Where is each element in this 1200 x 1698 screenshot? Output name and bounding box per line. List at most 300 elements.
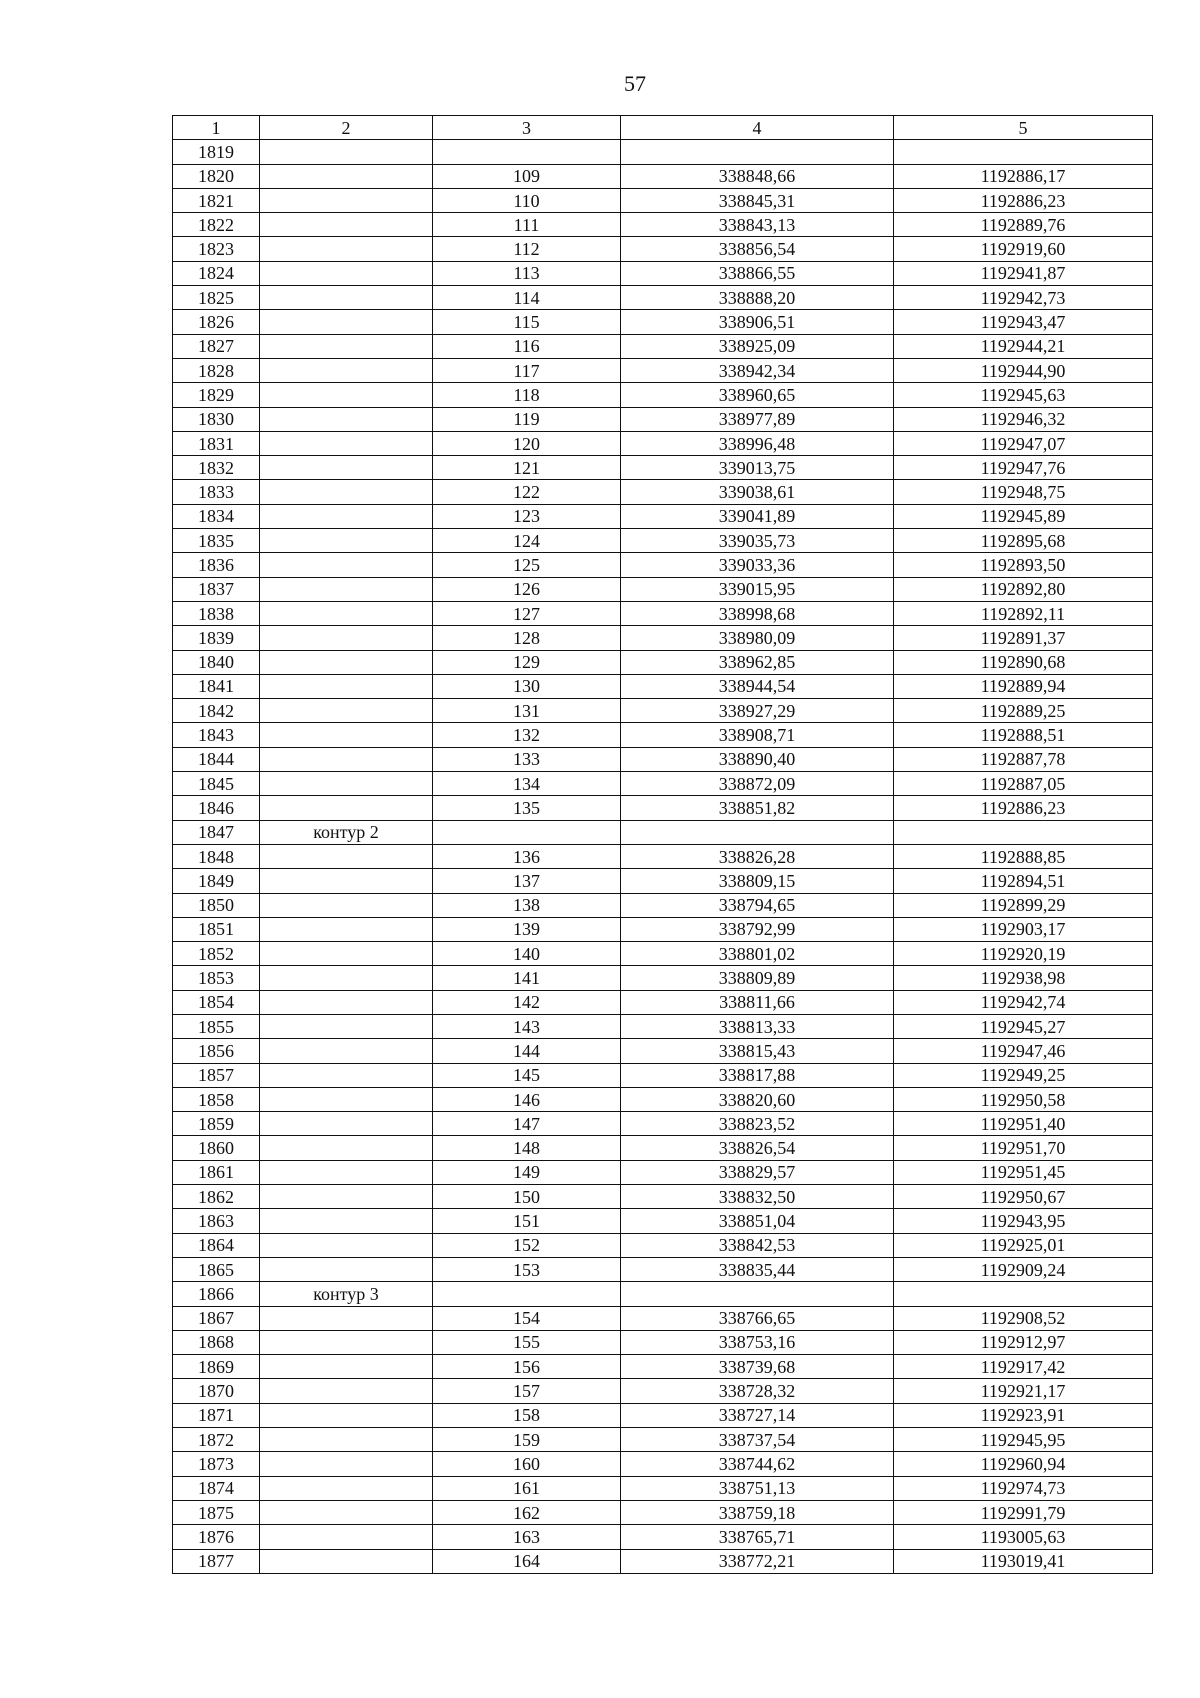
table-row — [173, 553, 1153, 577]
table-row — [173, 869, 1153, 893]
y-coordinate-cell: 1192887,05 — [894, 772, 1153, 796]
x-coordinate-cell: 338826,28 — [621, 844, 894, 868]
point-number-cell: 141 — [433, 966, 621, 990]
x-coordinate-cell: 338942,34 — [621, 358, 894, 382]
header-cell-2: 2 — [260, 116, 433, 140]
y-coordinate-cell: 1192946,32 — [894, 407, 1153, 431]
row-index-cell: 1848 — [173, 844, 260, 868]
row-index-cell: 1819 — [173, 140, 260, 164]
contour-label-cell — [260, 893, 433, 917]
point-number-cell: 128 — [433, 626, 621, 650]
y-coordinate-cell: 1192894,51 — [894, 869, 1153, 893]
table-row — [173, 1063, 1153, 1087]
y-coordinate-cell: 1192919,60 — [894, 237, 1153, 261]
point-number-cell: 137 — [433, 869, 621, 893]
x-coordinate-cell: 338843,13 — [621, 213, 894, 237]
y-coordinate-cell: 1192890,68 — [894, 650, 1153, 674]
contour-label-cell — [260, 966, 433, 990]
row-index-cell: 1869 — [173, 1355, 260, 1379]
row-index-cell: 1828 — [173, 358, 260, 382]
contour-label-cell — [260, 1136, 433, 1160]
y-coordinate-cell: 1192942,74 — [894, 990, 1153, 1014]
table-row — [173, 626, 1153, 650]
x-coordinate-cell — [621, 140, 894, 164]
point-number-cell: 153 — [433, 1257, 621, 1281]
row-index-cell: 1826 — [173, 310, 260, 334]
y-coordinate-cell: 1192947,46 — [894, 1039, 1153, 1063]
table-row — [173, 261, 1153, 285]
row-index-cell: 1840 — [173, 650, 260, 674]
contour-label-cell — [260, 286, 433, 310]
point-number-cell: 129 — [433, 650, 621, 674]
x-coordinate-cell: 339013,75 — [621, 456, 894, 480]
x-coordinate-cell: 338960,65 — [621, 383, 894, 407]
row-index-cell: 1821 — [173, 188, 260, 212]
x-coordinate-cell: 338832,50 — [621, 1185, 894, 1209]
table-row — [173, 1306, 1153, 1330]
x-coordinate-cell: 338727,14 — [621, 1403, 894, 1427]
contour-label-cell — [260, 1330, 433, 1354]
y-coordinate-cell: 1193005,63 — [894, 1525, 1153, 1549]
table-row — [173, 1549, 1153, 1573]
header-cell-5: 5 — [894, 116, 1153, 140]
contour-label-cell — [260, 723, 433, 747]
row-index-cell: 1861 — [173, 1160, 260, 1184]
x-coordinate-cell: 338962,85 — [621, 650, 894, 674]
row-index-cell: 1854 — [173, 990, 260, 1014]
y-coordinate-cell: 1192886,23 — [894, 188, 1153, 212]
x-coordinate-cell: 338737,54 — [621, 1428, 894, 1452]
row-index-cell: 1873 — [173, 1452, 260, 1476]
row-index-cell: 1874 — [173, 1476, 260, 1500]
point-number-cell: 151 — [433, 1209, 621, 1233]
x-coordinate-cell: 338851,82 — [621, 796, 894, 820]
point-number-cell — [433, 820, 621, 844]
row-index-cell: 1829 — [173, 383, 260, 407]
point-number-cell: 164 — [433, 1549, 621, 1573]
table-row — [173, 650, 1153, 674]
table-row — [173, 140, 1153, 164]
y-coordinate-cell: 1192899,29 — [894, 893, 1153, 917]
point-number-cell: 155 — [433, 1330, 621, 1354]
y-coordinate-cell: 1192888,85 — [894, 844, 1153, 868]
contour-label-cell — [260, 1160, 433, 1184]
point-number-cell: 150 — [433, 1185, 621, 1209]
table-row — [173, 1379, 1153, 1403]
y-coordinate-cell: 1192943,95 — [894, 1209, 1153, 1233]
contour-label-cell — [260, 747, 433, 771]
x-coordinate-cell: 338980,09 — [621, 626, 894, 650]
x-coordinate-cell: 338809,89 — [621, 966, 894, 990]
y-coordinate-cell: 1192945,89 — [894, 504, 1153, 528]
x-coordinate-cell: 339035,73 — [621, 529, 894, 553]
point-number-cell: 133 — [433, 747, 621, 771]
table-row — [173, 1112, 1153, 1136]
y-coordinate-cell: 1192895,68 — [894, 529, 1153, 553]
x-coordinate-cell: 338820,60 — [621, 1087, 894, 1111]
table-row — [173, 942, 1153, 966]
point-number-cell: 131 — [433, 699, 621, 723]
row-index-cell: 1837 — [173, 577, 260, 601]
row-index-cell: 1875 — [173, 1500, 260, 1524]
row-index-cell: 1838 — [173, 601, 260, 625]
y-coordinate-cell: 1192945,27 — [894, 1014, 1153, 1038]
x-coordinate-cell: 338888,20 — [621, 286, 894, 310]
table-row — [173, 1185, 1153, 1209]
table-row — [173, 383, 1153, 407]
row-index-cell: 1849 — [173, 869, 260, 893]
x-coordinate-cell: 338817,88 — [621, 1063, 894, 1087]
x-coordinate-cell: 338751,13 — [621, 1476, 894, 1500]
contour-label-cell: контур 2 — [260, 820, 433, 844]
row-index-cell: 1877 — [173, 1549, 260, 1573]
y-coordinate-cell: 1192951,45 — [894, 1160, 1153, 1184]
x-coordinate-cell: 338977,89 — [621, 407, 894, 431]
point-number-cell: 159 — [433, 1428, 621, 1452]
y-coordinate-cell: 1192960,94 — [894, 1452, 1153, 1476]
contour-label-cell — [260, 1500, 433, 1524]
row-index-cell: 1841 — [173, 674, 260, 698]
point-number-cell: 132 — [433, 723, 621, 747]
table-row — [173, 747, 1153, 771]
page-number: 57 — [624, 71, 646, 96]
row-index-cell: 1868 — [173, 1330, 260, 1354]
point-number-cell: 163 — [433, 1525, 621, 1549]
point-number-cell: 116 — [433, 334, 621, 358]
point-number-cell: 127 — [433, 601, 621, 625]
row-index-cell: 1876 — [173, 1525, 260, 1549]
table-row — [173, 1039, 1153, 1063]
row-index-cell: 1830 — [173, 407, 260, 431]
table-row — [173, 407, 1153, 431]
y-coordinate-cell: 1192886,17 — [894, 164, 1153, 188]
contour-label-cell — [260, 1306, 433, 1330]
contour-label-cell — [260, 869, 433, 893]
y-coordinate-cell — [894, 1282, 1153, 1306]
table-row — [173, 723, 1153, 747]
contour-label-cell — [260, 1112, 433, 1136]
y-coordinate-cell: 1192951,40 — [894, 1112, 1153, 1136]
table-row — [173, 480, 1153, 504]
point-number-cell: 157 — [433, 1379, 621, 1403]
contour-label-cell — [260, 1452, 433, 1476]
contour-label-cell — [260, 529, 433, 553]
point-number-cell: 161 — [433, 1476, 621, 1500]
y-coordinate-cell: 1192974,73 — [894, 1476, 1153, 1500]
table-row — [173, 188, 1153, 212]
contour-label-cell — [260, 577, 433, 601]
table-row — [173, 820, 1153, 844]
point-number-cell: 117 — [433, 358, 621, 382]
contour-label-cell — [260, 1476, 433, 1500]
row-index-cell: 1835 — [173, 529, 260, 553]
x-coordinate-cell: 338759,18 — [621, 1500, 894, 1524]
y-coordinate-cell: 1192917,42 — [894, 1355, 1153, 1379]
contour-label-cell — [260, 1428, 433, 1452]
row-index-cell: 1865 — [173, 1257, 260, 1281]
point-number-cell: 121 — [433, 456, 621, 480]
x-coordinate-cell: 338826,54 — [621, 1136, 894, 1160]
contour-label-cell — [260, 601, 433, 625]
contour-label-cell — [260, 310, 433, 334]
x-coordinate-cell: 338996,48 — [621, 431, 894, 455]
row-index-cell: 1863 — [173, 1209, 260, 1233]
row-index-cell: 1836 — [173, 553, 260, 577]
contour-label-cell — [260, 140, 433, 164]
x-coordinate-cell: 338906,51 — [621, 310, 894, 334]
table-row — [173, 358, 1153, 382]
y-coordinate-cell: 1192950,67 — [894, 1185, 1153, 1209]
x-coordinate-cell: 338753,16 — [621, 1330, 894, 1354]
contour-label-cell — [260, 1379, 433, 1403]
point-number-cell: 134 — [433, 772, 621, 796]
point-number-cell: 111 — [433, 213, 621, 237]
point-number-cell: 145 — [433, 1063, 621, 1087]
contour-label-cell — [260, 674, 433, 698]
table-row — [173, 431, 1153, 455]
x-coordinate-cell: 338815,43 — [621, 1039, 894, 1063]
row-index-cell: 1834 — [173, 504, 260, 528]
y-coordinate-cell: 1192943,47 — [894, 310, 1153, 334]
table-row — [173, 310, 1153, 334]
contour-label-cell — [260, 237, 433, 261]
x-coordinate-cell: 338890,40 — [621, 747, 894, 771]
row-index-cell: 1853 — [173, 966, 260, 990]
y-coordinate-cell: 1192920,19 — [894, 942, 1153, 966]
x-coordinate-cell: 338801,02 — [621, 942, 894, 966]
y-coordinate-cell: 1192944,90 — [894, 358, 1153, 382]
contour-label-cell — [260, 1063, 433, 1087]
x-coordinate-cell: 338809,15 — [621, 869, 894, 893]
x-coordinate-cell: 339033,36 — [621, 553, 894, 577]
row-index-cell: 1855 — [173, 1014, 260, 1038]
table-row — [173, 577, 1153, 601]
row-index-cell: 1872 — [173, 1428, 260, 1452]
contour-label-cell — [260, 431, 433, 455]
x-coordinate-cell: 338835,44 — [621, 1257, 894, 1281]
point-number-cell: 119 — [433, 407, 621, 431]
point-number-cell: 114 — [433, 286, 621, 310]
point-number-cell: 149 — [433, 1160, 621, 1184]
contour-label-cell — [260, 1209, 433, 1233]
contour-label-cell — [260, 358, 433, 382]
y-coordinate-cell: 1192921,17 — [894, 1379, 1153, 1403]
y-coordinate-cell: 1192886,23 — [894, 796, 1153, 820]
point-number-cell: 122 — [433, 480, 621, 504]
contour-label-cell — [260, 261, 433, 285]
table-row — [173, 286, 1153, 310]
x-coordinate-cell: 338794,65 — [621, 893, 894, 917]
table-row — [173, 213, 1153, 237]
y-coordinate-cell: 1192945,95 — [894, 1428, 1153, 1452]
x-coordinate-cell: 338856,54 — [621, 237, 894, 261]
header-cell-3: 3 — [433, 116, 621, 140]
row-index-cell: 1831 — [173, 431, 260, 455]
table-row — [173, 504, 1153, 528]
row-index-cell: 1843 — [173, 723, 260, 747]
y-coordinate-cell: 1192947,76 — [894, 456, 1153, 480]
point-number-cell: 160 — [433, 1452, 621, 1476]
contour-label-cell — [260, 407, 433, 431]
x-coordinate-cell: 338766,65 — [621, 1306, 894, 1330]
table-row — [173, 917, 1153, 941]
contour-label-cell — [260, 480, 433, 504]
point-number-cell: 135 — [433, 796, 621, 820]
x-coordinate-cell: 338908,71 — [621, 723, 894, 747]
contour-label-cell — [260, 699, 433, 723]
contour-label-cell — [260, 796, 433, 820]
point-number-cell: 123 — [433, 504, 621, 528]
row-index-cell: 1825 — [173, 286, 260, 310]
table-row — [173, 237, 1153, 261]
row-index-cell: 1862 — [173, 1185, 260, 1209]
table-row — [173, 1428, 1153, 1452]
point-number-cell: 152 — [433, 1233, 621, 1257]
table-row — [173, 1209, 1153, 1233]
table-row — [173, 456, 1153, 480]
x-coordinate-cell: 338872,09 — [621, 772, 894, 796]
contour-label-cell — [260, 990, 433, 1014]
x-coordinate-cell: 338845,31 — [621, 188, 894, 212]
table-row — [173, 1257, 1153, 1281]
table-row — [173, 1500, 1153, 1524]
y-coordinate-cell: 1192888,51 — [894, 723, 1153, 747]
contour-label-cell — [260, 1525, 433, 1549]
x-coordinate-cell: 339041,89 — [621, 504, 894, 528]
header-cell-4: 4 — [621, 116, 894, 140]
point-number-cell: 136 — [433, 844, 621, 868]
y-coordinate-cell: 1192903,17 — [894, 917, 1153, 941]
point-number-cell: 126 — [433, 577, 621, 601]
x-coordinate-cell: 338842,53 — [621, 1233, 894, 1257]
contour-label-cell — [260, 504, 433, 528]
header-cell-1: 1 — [173, 116, 260, 140]
x-coordinate-cell: 338739,68 — [621, 1355, 894, 1379]
x-coordinate-cell: 339038,61 — [621, 480, 894, 504]
point-number-cell — [433, 140, 621, 164]
y-coordinate-cell — [894, 820, 1153, 844]
point-number-cell: 142 — [433, 990, 621, 1014]
contour-label-cell — [260, 942, 433, 966]
row-index-cell: 1827 — [173, 334, 260, 358]
contour-label-cell — [260, 1014, 433, 1038]
table-row — [173, 1282, 1153, 1306]
row-index-cell: 1860 — [173, 1136, 260, 1160]
contour-label-cell — [260, 1087, 433, 1111]
contour-label-cell — [260, 456, 433, 480]
row-index-cell: 1833 — [173, 480, 260, 504]
y-coordinate-cell: 1192892,80 — [894, 577, 1153, 601]
point-number-cell: 154 — [433, 1306, 621, 1330]
point-number-cell: 125 — [433, 553, 621, 577]
row-index-cell: 1846 — [173, 796, 260, 820]
y-coordinate-cell: 1192950,58 — [894, 1087, 1153, 1111]
y-coordinate-cell: 1192893,50 — [894, 553, 1153, 577]
y-coordinate-cell: 1192892,11 — [894, 601, 1153, 625]
y-coordinate-cell: 1192942,73 — [894, 286, 1153, 310]
y-coordinate-cell: 1192923,91 — [894, 1403, 1153, 1427]
x-coordinate-cell: 338925,09 — [621, 334, 894, 358]
contour-label-cell — [260, 383, 433, 407]
y-coordinate-cell: 1192889,94 — [894, 674, 1153, 698]
contour-label-cell — [260, 772, 433, 796]
row-index-cell: 1845 — [173, 772, 260, 796]
row-index-cell: 1856 — [173, 1039, 260, 1063]
point-number-cell: 158 — [433, 1403, 621, 1427]
table-row — [173, 1160, 1153, 1184]
x-coordinate-cell — [621, 1282, 894, 1306]
x-coordinate-cell: 338765,71 — [621, 1525, 894, 1549]
contour-label-cell — [260, 844, 433, 868]
table-row — [173, 893, 1153, 917]
row-index-cell: 1871 — [173, 1403, 260, 1427]
contour-label-cell — [260, 164, 433, 188]
point-number-cell: 115 — [433, 310, 621, 334]
row-index-cell: 1870 — [173, 1379, 260, 1403]
point-number-cell: 113 — [433, 261, 621, 285]
point-number-cell: 130 — [433, 674, 621, 698]
table-header-row — [173, 116, 1153, 140]
point-number-cell: 124 — [433, 529, 621, 553]
table-row — [173, 772, 1153, 796]
y-coordinate-cell: 1192912,97 — [894, 1330, 1153, 1354]
row-index-cell: 1852 — [173, 942, 260, 966]
table-row — [173, 966, 1153, 990]
y-coordinate-cell: 1192889,25 — [894, 699, 1153, 723]
x-coordinate-cell: 338823,52 — [621, 1112, 894, 1136]
row-index-cell: 1820 — [173, 164, 260, 188]
table-row — [173, 1087, 1153, 1111]
contour-label-cell — [260, 213, 433, 237]
x-coordinate-cell: 338811,66 — [621, 990, 894, 1014]
coordinates-table — [172, 115, 1153, 1574]
y-coordinate-cell: 1192925,01 — [894, 1233, 1153, 1257]
x-coordinate-cell: 338728,32 — [621, 1379, 894, 1403]
contour-label-cell — [260, 1549, 433, 1573]
row-index-cell: 1867 — [173, 1306, 260, 1330]
point-number-cell: 120 — [433, 431, 621, 455]
point-number-cell: 143 — [433, 1014, 621, 1038]
y-coordinate-cell: 1192941,87 — [894, 261, 1153, 285]
row-index-cell: 1823 — [173, 237, 260, 261]
table-row — [173, 1476, 1153, 1500]
row-index-cell: 1858 — [173, 1087, 260, 1111]
point-number-cell: 148 — [433, 1136, 621, 1160]
y-coordinate-cell: 1192938,98 — [894, 966, 1153, 990]
row-index-cell: 1824 — [173, 261, 260, 285]
table-row — [173, 1355, 1153, 1379]
y-coordinate-cell — [894, 140, 1153, 164]
row-index-cell: 1832 — [173, 456, 260, 480]
row-index-cell: 1844 — [173, 747, 260, 771]
contour-label-cell — [260, 1185, 433, 1209]
y-coordinate-cell: 1192887,78 — [894, 747, 1153, 771]
table-row — [173, 1525, 1153, 1549]
table-row — [173, 1136, 1153, 1160]
contour-label-cell — [260, 1257, 433, 1281]
x-coordinate-cell: 338998,68 — [621, 601, 894, 625]
row-index-cell: 1859 — [173, 1112, 260, 1136]
table-body — [173, 116, 1153, 1574]
x-coordinate-cell: 338851,04 — [621, 1209, 894, 1233]
row-index-cell: 1847 — [173, 820, 260, 844]
contour-label-cell — [260, 334, 433, 358]
table-row — [173, 1233, 1153, 1257]
y-coordinate-cell: 1192949,25 — [894, 1063, 1153, 1087]
point-number-cell: 138 — [433, 893, 621, 917]
y-coordinate-cell: 1193019,41 — [894, 1549, 1153, 1573]
contour-label-cell — [260, 553, 433, 577]
